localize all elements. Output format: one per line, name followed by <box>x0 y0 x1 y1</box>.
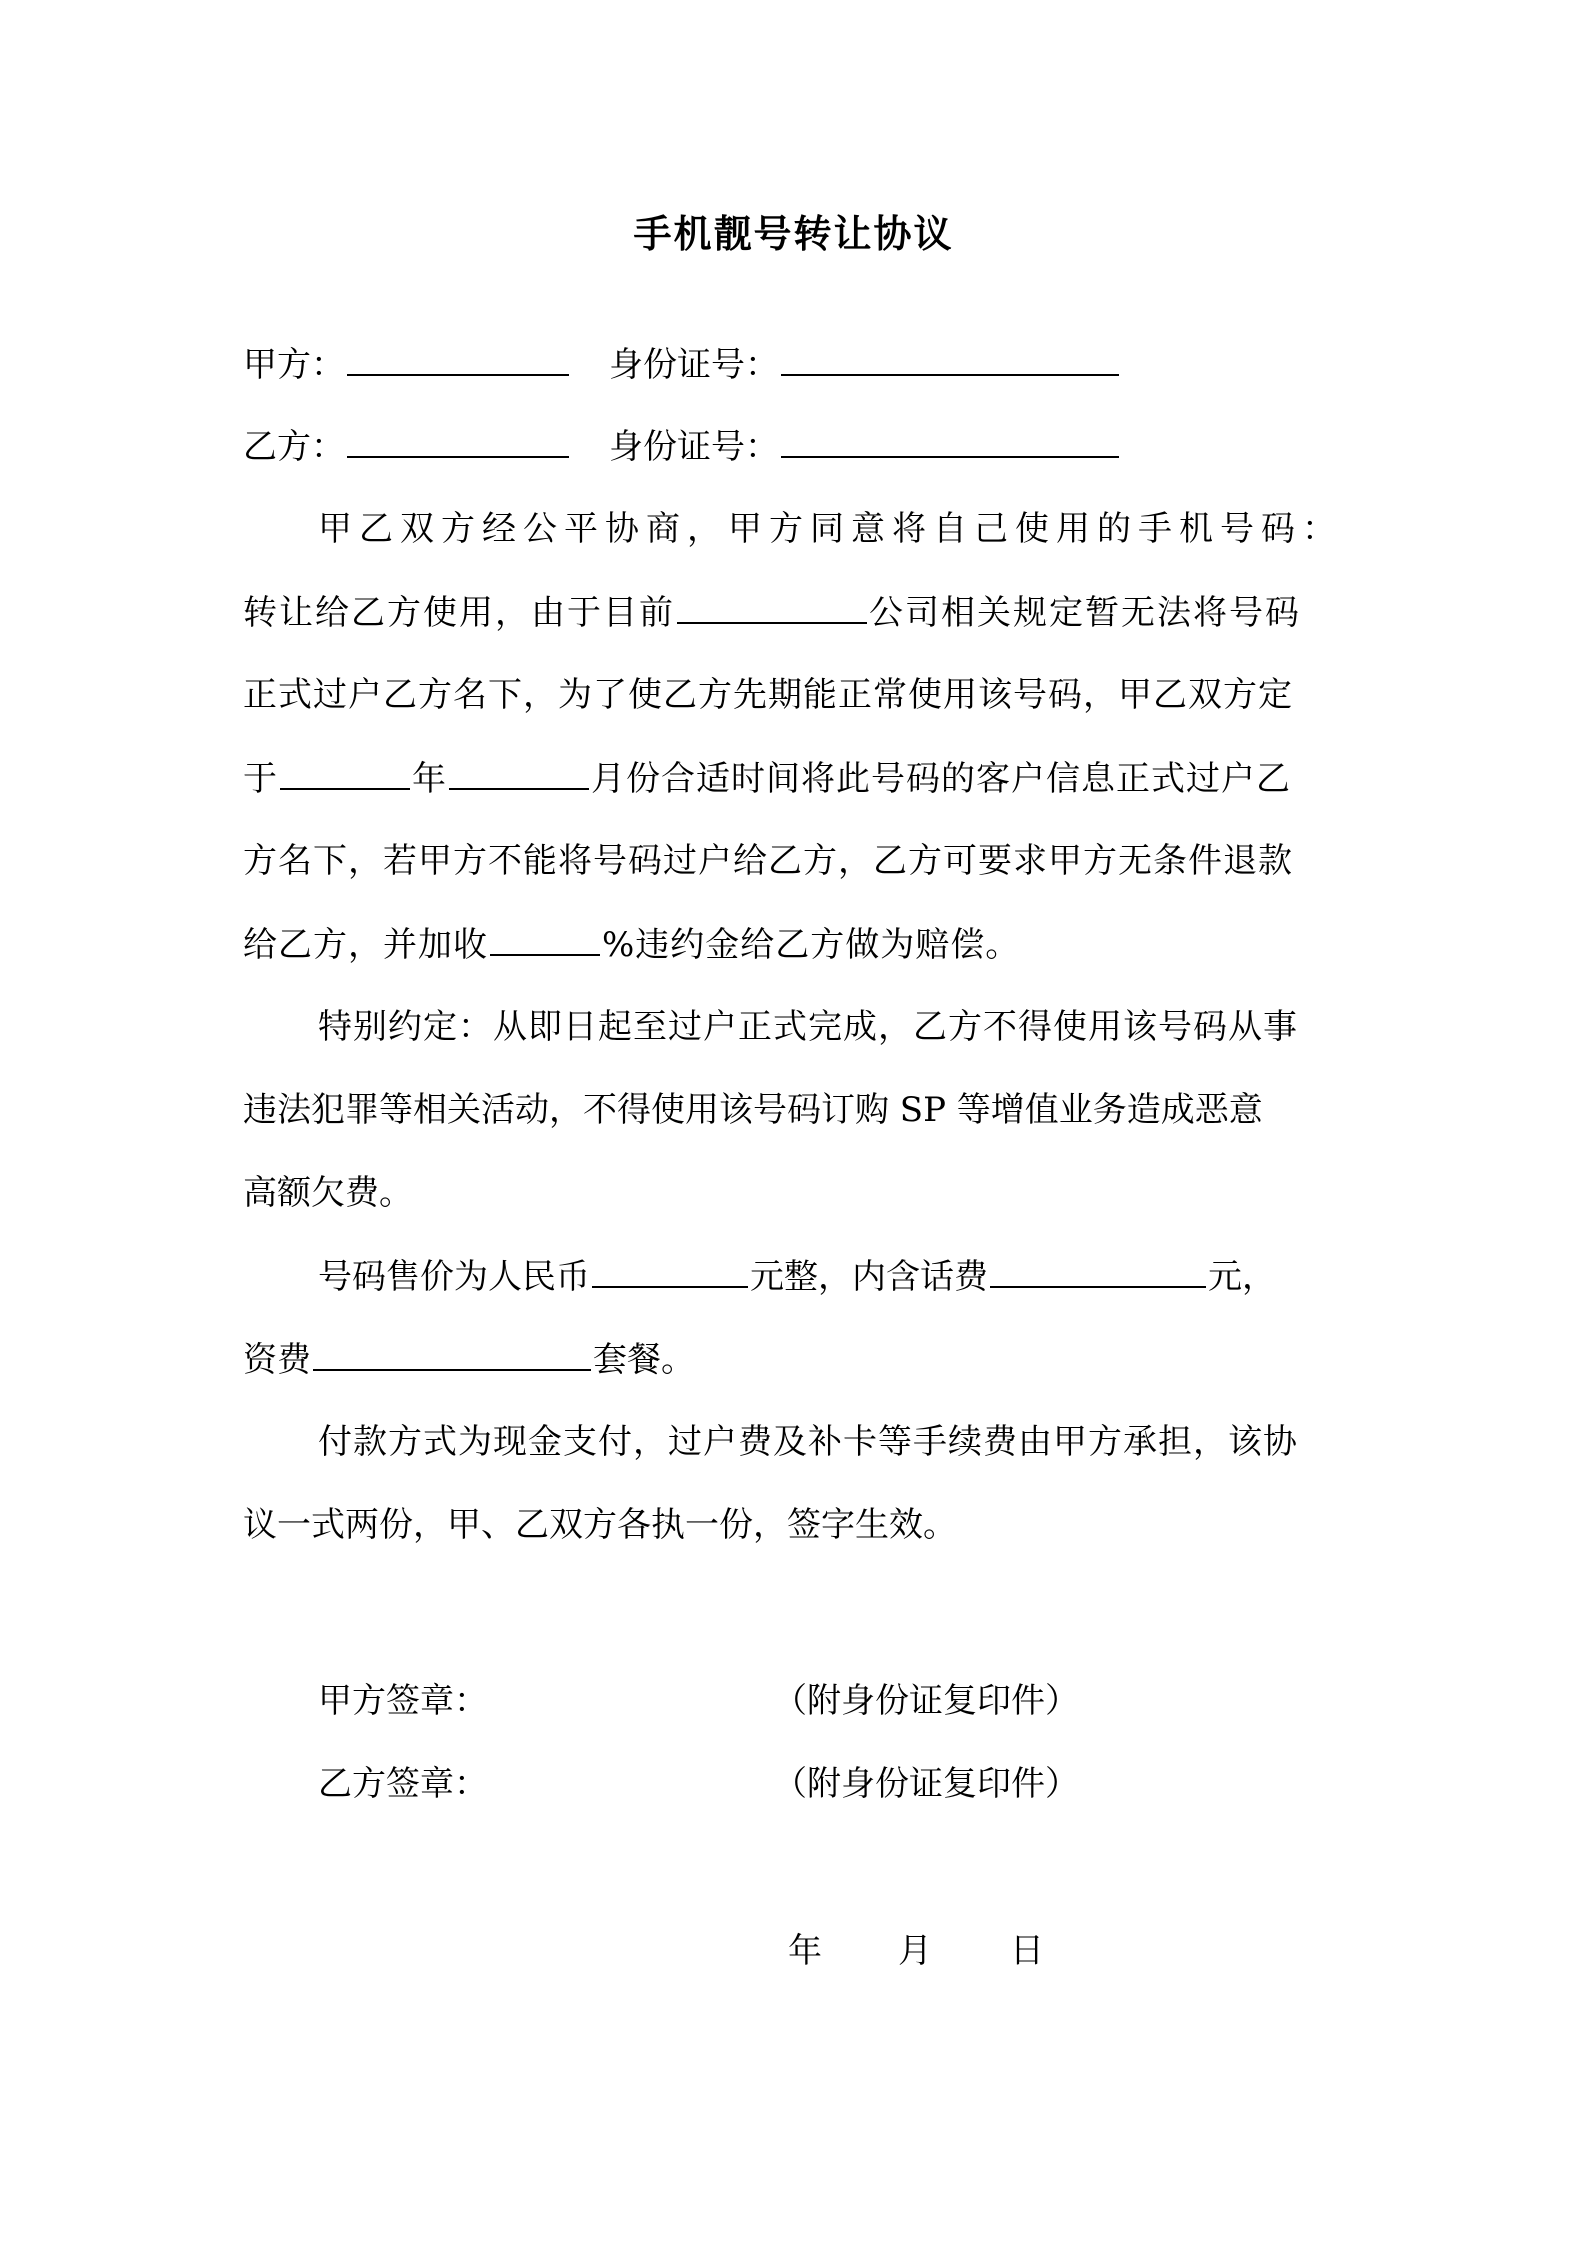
para4-line1: 付款方式为现金支付，过户费及补卡等手续费由甲方承担，该协 <box>318 1422 1298 1462</box>
party-a-row <box>243 340 1121 389</box>
para1-line4-text-c: 月份合适时间将此号码的客户信息正式过户乙 <box>591 759 1291 799</box>
penalty-percent-blank[interactable] <box>490 920 600 956</box>
party-b-id-label: 身份证号： <box>609 427 779 467</box>
phone-credit-blank[interactable] <box>990 1252 1206 1288</box>
transfer-month-blank[interactable] <box>449 754 589 790</box>
party-a-name-blank[interactable] <box>347 340 569 376</box>
para3-line1 <box>318 1252 1276 1301</box>
para1-line2-text-a: 转让给乙方使用，由于目前 <box>243 593 675 633</box>
party-a-id-blank[interactable] <box>781 340 1119 376</box>
para1-line5: 方名下，若甲方不能将号码过户给乙方，乙方可要求甲方无条件退款 <box>243 841 1293 881</box>
para3-line2 <box>243 1335 695 1384</box>
plan-blank[interactable] <box>313 1335 591 1371</box>
para3-line1-text-c: 元， <box>1208 1257 1276 1297</box>
para3-line2-text-b: 套餐。 <box>593 1340 695 1380</box>
para2-line1: 特别约定：从即日起至过户正式完成，乙方不得使用该号码从事 <box>318 1007 1298 1047</box>
para1-line2-text-b: 公司相关规定暂无法将号码 <box>869 593 1301 633</box>
para3-line1-text-b: 元整，内含话费 <box>750 1257 988 1297</box>
para2-line3: 高额欠费。 <box>243 1173 413 1213</box>
party-a-id-label: 身份证号： <box>609 345 779 385</box>
para1-line1: 甲乙双方经公平协商，甲方同意将自己使用的手机号码： <box>318 509 1343 549</box>
party-b-id-blank[interactable] <box>781 422 1119 458</box>
party-b-signature-label: 乙方签章： <box>318 1764 488 1804</box>
party-a-id-copy-note: （附身份证复印件） <box>773 1681 1079 1721</box>
para1-line4 <box>243 754 1291 803</box>
para1-line3: 正式过户乙方名下，为了使乙方先期能正常使用该号码，甲乙双方定 <box>243 675 1293 715</box>
party-b-row <box>243 422 1121 471</box>
party-a-label: 甲方： <box>243 345 345 385</box>
para1-line4-text-a: 于 <box>243 759 278 799</box>
para1-line6-text-b: %违约金给乙方做为赔偿。 <box>602 925 1021 965</box>
para3-line2-text-a: 资费 <box>243 1340 311 1380</box>
para4-line2: 议一式两份，甲、乙双方各执一份，签字生效。 <box>243 1505 957 1545</box>
para1-line6-text-a: 给乙方，并加收 <box>243 925 488 965</box>
para1-line6 <box>243 920 1020 969</box>
party-b-id-copy-note: （附身份证复印件） <box>773 1764 1079 1804</box>
date-year-label: 年 <box>788 1931 822 1971</box>
para1-line4-text-b: 年 <box>412 759 447 799</box>
party-a-signature-label: 甲方签章： <box>318 1681 488 1721</box>
party-b-label: 乙方： <box>243 427 345 467</box>
para3-line1-text-a: 号码售价为人民币 <box>318 1257 590 1297</box>
date-month-label: 月 <box>898 1931 932 1971</box>
para2-line2: 违法犯罪等相关活动，不得使用该号码订购 SP 等增值业务造成恶意 <box>243 1090 1263 1130</box>
date-day-label: 日 <box>1010 1931 1044 1971</box>
party-b-name-blank[interactable] <box>347 422 569 458</box>
transfer-year-blank[interactable] <box>280 754 410 790</box>
document-title: 手机靓号转让协议 <box>633 211 954 256</box>
price-blank[interactable] <box>592 1252 748 1288</box>
para1-line2 <box>243 588 1301 637</box>
company-blank[interactable] <box>677 588 867 624</box>
